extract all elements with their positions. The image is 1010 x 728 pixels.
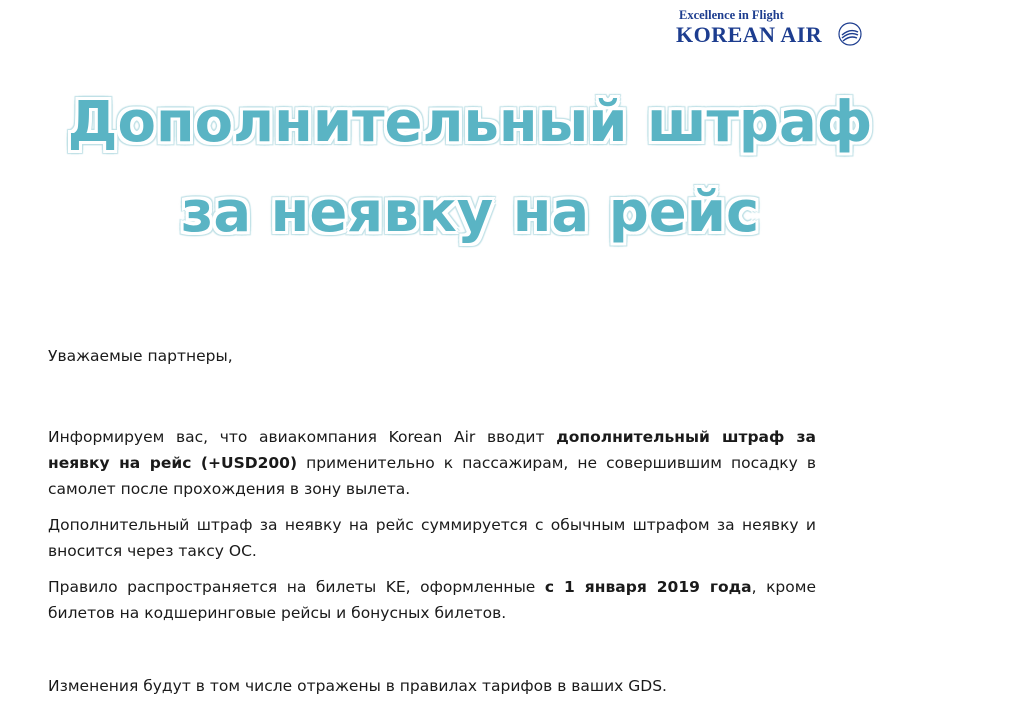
title-line-1: Дополнительный штраф [67, 90, 873, 155]
greeting: Уважаемые партнеры, [48, 347, 233, 365]
paragraph-scope [48, 574, 816, 626]
paragraph-scope-text: Правило распространяется на билеты KE, оформленные [48, 578, 545, 596]
page-title [30, 78, 910, 258]
paragraph-intro-bold: дополнительный штраф за неявку на рейс (+USD200) [48, 428, 816, 472]
korean-air-logo [676, 8, 866, 52]
paragraph-tax: Дополнительный штраф за неявку на рейс суммируется с обычным штрафом за неявку и вносится через таксу OC. [48, 516, 816, 560]
title-line-2: за неявку на рейс [180, 180, 760, 245]
logo-name: KOREAN AIR [676, 22, 823, 47]
paragraph-intro-text: Информируем вас, что авиакомпания Korean Air вводит [48, 428, 557, 446]
skyteam-icon [836, 20, 864, 48]
logo-tagline: Excellence in Flight [679, 8, 784, 22]
paragraph-scope-rest: , кроме билетов на кодшеринговые рейсы и бонусных билетов. [48, 578, 816, 622]
paragraph-intro [48, 424, 816, 502]
paragraph-scope-bold: с 1 января 2019 года [544, 578, 752, 596]
paragraph-intro-rest: применительно к пассажирам, не совершившим посадку в самолет после прохождения в зону вылета. [48, 454, 817, 498]
paragraph-gds: Изменения будут в том числе отражены в правилах тарифов в ваших GDS. [48, 677, 667, 695]
letter-body [48, 343, 816, 699]
